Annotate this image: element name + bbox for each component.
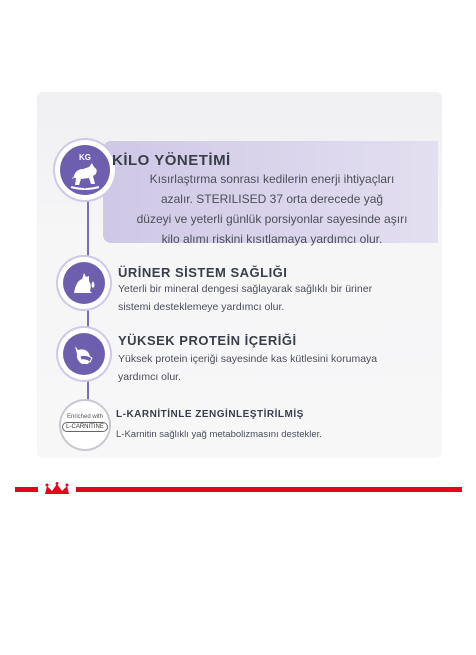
carnitine-badge-bottom: L-CARNITINE [62, 422, 108, 432]
urinary-badge [58, 257, 110, 309]
weight-line-4: kilo alımı riskini kısıtlamaya yardımcı olur. [161, 232, 383, 246]
urinary-line-2: sistemi desteklemeye yardımcı olur. [118, 301, 285, 313]
weight-line-1: Kısırlaştırma sonrası kedilerin enerji ihtiyaçları [149, 172, 395, 186]
urinary-line-1: Yeterli bir mineral dengesi sağlayarak sağlıklı bir üriner [118, 283, 373, 295]
weight-line-2: azalır. STERILISED 37 orta derecede yağ [160, 192, 384, 206]
l-carnitine-icon [61, 401, 109, 449]
protein-badge [58, 328, 110, 380]
weight-description [112, 169, 432, 249]
weight-line-3: düzeyi ve yeterli günlük porsiyonlar sayesinde aşırı [136, 212, 408, 226]
protein-description [118, 350, 438, 386]
weight-title: KİLO YÖNETİMİ [112, 152, 231, 169]
brand-divider [15, 487, 462, 492]
carnitine-line-1: L-Karnitin sağlıklı yağ metabolizmasını destekler. [116, 429, 322, 440]
urinary-description [118, 280, 438, 316]
cat-scale-icon [60, 145, 110, 195]
urinary-title: ÜRİNER SİSTEM SAĞLIĞI [118, 265, 288, 280]
carnitine-badge-text [61, 413, 109, 432]
kg-label: KG [79, 153, 91, 162]
protein-title: YÜKSEK PROTEİN İÇERİĞİ [118, 333, 297, 348]
carnitine-badge-top: Enriched with [66, 414, 104, 420]
carnitine-title: L-KARNİTİNLE ZENGİNLEŞTİRİLMİŞ [116, 409, 304, 420]
carnitine-description [116, 425, 436, 444]
royal-crown-icon [38, 481, 76, 496]
protein-line-2: yardımcı olur. [118, 371, 182, 383]
protein-line-1: Yüksek protein içeriği sayesinde kas kütlesini korumaya [118, 353, 378, 365]
cat-muscle-icon [63, 333, 105, 375]
cat-urinary-icon [63, 262, 105, 304]
weight-badge [55, 140, 115, 200]
